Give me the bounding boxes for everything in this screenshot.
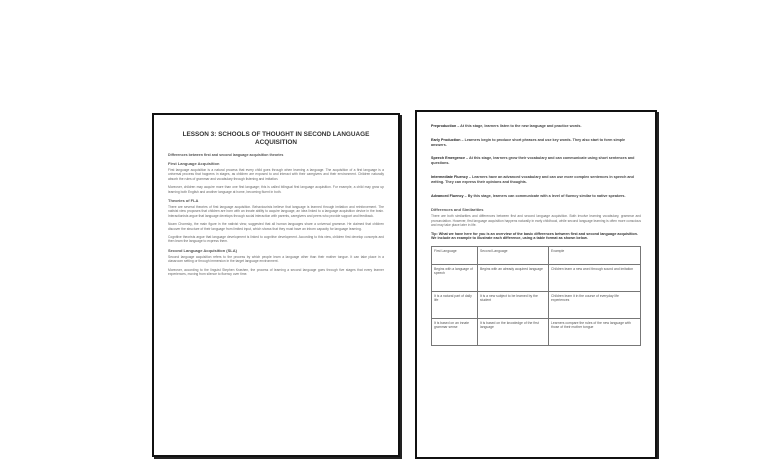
table-cell: It is a natural part of daily life	[432, 292, 478, 319]
section-heading-differences: Differences and Similarities	[431, 207, 484, 213]
paragraph: There are both similarities and differences between first and second language acquisition. Both involve learning vocabulary, grammar and pronunciation. However, first language acquisition happens naturally in early childhood, while second language learning is often more conscious and may take place later in life.	[431, 214, 641, 228]
table-cell: Begins with an already acquired language	[477, 265, 548, 292]
stage-intermediate-fluency: Intermediate Fluency – Learners have an advanced vocabulary and can use more complex sentences in speech and writing. They can express their opinions and thoughts.	[431, 174, 634, 184]
section-heading-theories: Theories of FLA	[168, 198, 199, 204]
table-cell: Begins with a language of speech	[432, 265, 478, 292]
table-cell: Learners compare the rules of the new language with those of their mother tongue	[549, 319, 641, 346]
differences-table	[431, 246, 641, 346]
table-cell: It is based on the knowledge of the first language	[477, 319, 548, 346]
table-row	[432, 292, 641, 319]
stage-name: Early Production	[431, 137, 461, 142]
table-header: Second Language	[477, 247, 548, 265]
table-header-row	[432, 247, 641, 265]
paragraph: Second language acquisition refers to the process by which people learn a language other than their mother tongue. It can take place in a classroom setting or through immersion in the target language environment.	[168, 254, 384, 264]
stage-early-production: Early Production – Learners begin to produce short phrases and use key words. They also start to form simple answers.	[431, 137, 626, 147]
tip-text: Tip: What we have here for you is an overview of the basic differences between first and second language acquisition. We include an example to illustrate each difference, using a table format as shown below.	[431, 231, 638, 241]
lesson-intro: Differences between first and second language acquisition theories	[168, 153, 284, 157]
stage-text: Learners have an advanced vocabulary and can use more complex sentences in speech and writing. They can express their opinions and thoughts.	[431, 174, 634, 184]
lesson-page-right	[415, 110, 657, 459]
stage-advanced-fluency: Advanced Fluency – By this stage, learners can communicate with a level of fluency similar to native speakers.	[431, 193, 626, 198]
section-heading-sla: Second Language Acquisition (SLA)	[168, 247, 237, 253]
table-header: First Language	[432, 247, 478, 265]
paragraph: There are several theories of first language acquisition. Behaviourists believe that language is learned through imitation and reinforcement. The nativist view proposes that children are born with an innate ability to acquire language, an idea linked to a language acquisition device in the brain. Interactionists argue that language develops through social interaction with parents, caregivers and peers who provide support and feedback.	[168, 205, 384, 218]
table-cell: It is based on an innate grammar sense	[432, 319, 478, 346]
table-row	[432, 265, 641, 292]
stage-text: At this stage, learners listen to the new language and practice words.	[460, 124, 582, 128]
table-cell: Children learn a new word through sound and imitation	[549, 265, 641, 292]
table-cell: It is a new subject to be learned by the student	[477, 292, 548, 319]
table-row	[432, 319, 641, 346]
stage-name: Intermediate Fluency	[431, 174, 468, 179]
stage-name: Speech Emergence	[431, 156, 466, 161]
lesson-title: LESSON 3: SCHOOLS OF THOUGHT IN SECOND LANGUAGE ACQUISITION	[182, 131, 370, 146]
paragraph: Moreover, children may acquire more than one first language; this is called bilingual first language acquisition. For example, a child may grow up learning both English and another language at home, becoming fluent in both.	[168, 185, 384, 194]
stage-preproduction: Preproduction – At this stage, learners listen to the new language and practice words.	[431, 124, 582, 128]
table-header: Example	[549, 247, 641, 265]
stage-text: At this stage, learners grow their vocabulary and can communicate using short sentences and questions.	[431, 156, 635, 166]
paragraph: First language acquisition is a natural process that every child goes through when learning a language. The acquisition of a first language is a universal process that happens in stages, as children are exposed to and interact with their caregivers and their environment. Children naturally absorb the rules of grammar and vocabulary through listening and imitation.	[168, 168, 384, 181]
paragraph: Noam Chomsky, the main figure in the nativist view, suggested that all human languages share a universal grammar. He claimed that children discover the structure of their language from limited input, which shows that they must have an inborn capacity for language learning.	[168, 222, 384, 231]
section-heading-fla: First Language Acquisition	[168, 161, 220, 166]
stage-text: By this stage, learners can communicate with a level of fluency similar to native speakers.	[467, 193, 626, 198]
table-cell: Children learn it in the course of everyday life experiences	[549, 292, 641, 319]
paragraph: Moreover, according to the linguist Stephen Krashen, the process of learning a second language goes through five stages that every learner experiences, moving from silence to fluency over time.	[168, 267, 384, 277]
paragraph: Cognitive theorists argue that language development is linked to cognitive development. According to this view, children first develop concepts and then learn the language to express them.	[168, 235, 384, 244]
stage-speech-emergence: Speech Emergence – At this stage, learners grow their vocabulary and can communicate using short sentences and questions.	[431, 156, 635, 166]
stage-text: Learners begin to produce short phrases and use key words. They also start to form simple answers.	[431, 137, 626, 147]
stage-name: Advanced Fluency	[431, 193, 464, 198]
stage-name: Preproduction	[431, 124, 457, 128]
lesson-page-left	[152, 113, 400, 457]
